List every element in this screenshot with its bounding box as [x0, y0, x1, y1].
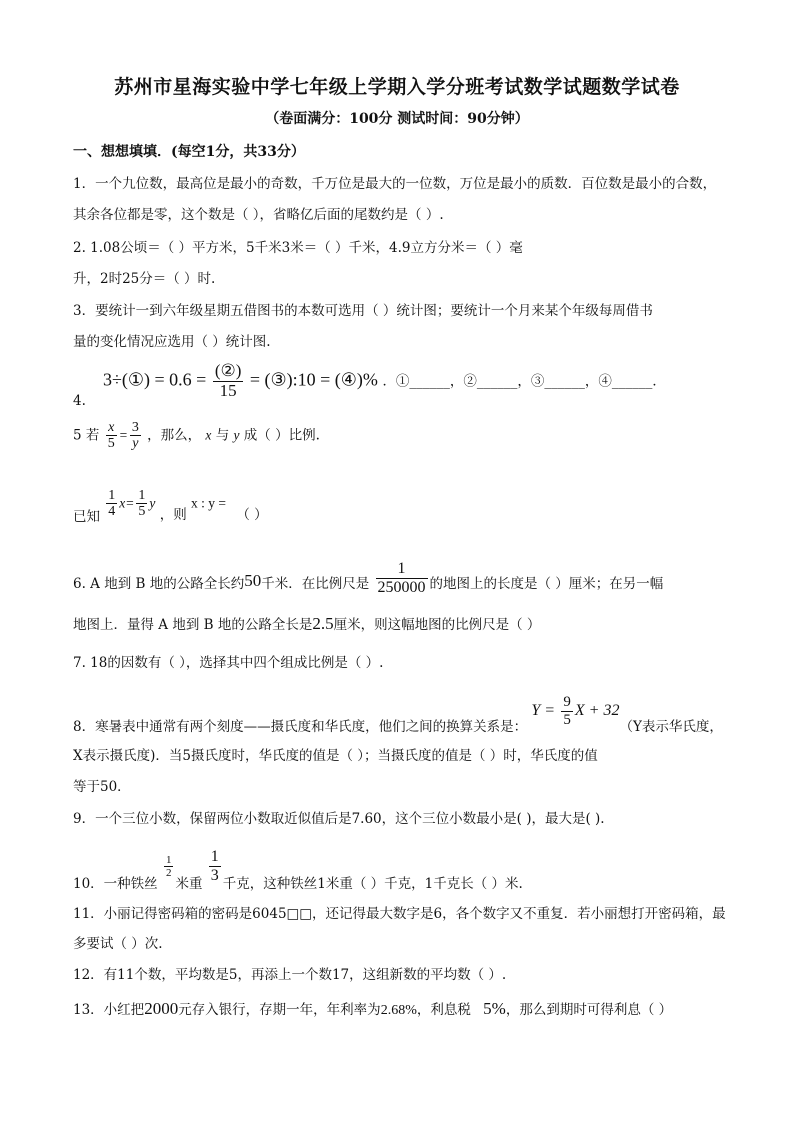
- fraction-denominator: 2: [165, 866, 172, 879]
- question-10-text-c: 千克，这种铁丝1米重（ ）千克，1千克长（ ）米.: [222, 875, 523, 892]
- fraction-denominator: 250000: [377, 578, 426, 596]
- question-5-blank: 成（ ）比例.: [243, 427, 320, 444]
- fraction-numerator: 1: [165, 853, 172, 866]
- fraction-denominator: 5: [107, 436, 115, 452]
- question-5b-text: ，则: [159, 507, 187, 524]
- ratio-expression: x : y =: [191, 495, 227, 511]
- equation-right: = (③):10 = (④)%: [249, 369, 378, 390]
- fraction-x-over-5: [106, 420, 117, 452]
- fraction-denominator: 15: [219, 380, 237, 400]
- fraction-1-over-2: [164, 854, 174, 879]
- variable-x: x: [119, 495, 126, 511]
- question-6-text-a: 6. A 地到 B 地的公路全长约: [73, 575, 245, 592]
- variable-y: y: [149, 495, 156, 511]
- question-5-text: ，那么，: [147, 427, 202, 444]
- scale-fraction: [376, 560, 428, 596]
- question-4-blanks: ．①______，②______，③______，④______．: [382, 373, 666, 390]
- question-1-line-1: 1．一个九位数，最高位是最小的奇数，千万位是最大的一位数，万位是最小的质数．百位数是最小的合数，: [73, 176, 717, 192]
- formula-y: Y =: [531, 701, 556, 719]
- question-2-line-1: 2. 1.08公顷＝（ ）平方米，5千米3米＝（ ）千米，4.9立方分米＝（ ）毫: [73, 240, 523, 256]
- fraction-numerator: 9: [563, 694, 571, 710]
- interest-rate: 2.68%: [380, 1003, 417, 1018]
- fraction-denominator: 3: [210, 866, 219, 884]
- question-2-line-2: 升，2时25分＝（ ）时.: [73, 271, 216, 287]
- question-13-text-b: 元存入银行，存期一年，年利率为: [178, 1002, 381, 1018]
- question-11-line-1: 11．小丽记得密码箱的密码是6045□□，还记得最大数字是6，各个数字又不重复．若小丽想打开密码箱，最: [73, 906, 726, 922]
- question-10: [73, 842, 523, 892]
- question-12: 12．有11个数，平均数是5，再添上一个数17，这组新数的平均数（ ）.: [73, 967, 507, 983]
- fraction-denominator: 5: [138, 504, 146, 520]
- fraction-numerator: 3: [131, 420, 139, 435]
- fraction-1-over-3: [209, 848, 221, 884]
- question-13-text-a: 13．小红把: [73, 1002, 145, 1018]
- question-13: [73, 998, 672, 1019]
- fraction-numerator: 1: [138, 488, 146, 503]
- question-3-line-2: 量的变化情况应选用（ ）统计图.: [73, 334, 271, 350]
- question-8-line-3: 等于50．: [73, 779, 131, 795]
- fraction-1-over-5: [136, 488, 147, 520]
- equation-left: 3÷(①) = 0.6 =: [103, 369, 207, 390]
- fraction-numerator: x: [106, 420, 117, 436]
- question-6-text-c: 的地图上的长度是（ ）厘米；在另一幅: [429, 575, 664, 592]
- fraction-numerator: 1: [210, 848, 219, 865]
- question-1-line-2: 其余各位都是零，这个数是（ ），省略亿后面的尾数约是（ ）.: [73, 207, 444, 223]
- tax-rate: 5%: [483, 999, 506, 1018]
- variable-y: y: [233, 427, 240, 443]
- conjunction: 与: [215, 427, 230, 444]
- question-5b: [73, 488, 268, 526]
- question-5: [73, 420, 320, 452]
- fraction-numerator: 1: [108, 488, 116, 503]
- formula-fraction: [561, 694, 573, 728]
- question-6-line-2: [73, 613, 540, 634]
- fraction-3-over-y: [130, 420, 141, 452]
- question-10-text-b: 米重: [175, 875, 203, 892]
- fraction-numerator: 1: [376, 560, 428, 579]
- page-title: 苏州市星海实验中学七年级上学期入学分班考试数学试题数学试卷: [114, 76, 680, 98]
- question-8-text-b: （Y表示华氏度，: [619, 718, 723, 735]
- fraction-denominator: y: [132, 436, 139, 452]
- fraction-denominator: 4: [108, 504, 116, 520]
- question-6-text-e: 厘米，则这幅地图的比例尺是（ ）: [333, 617, 541, 633]
- fraction-denominator: 5: [563, 711, 571, 728]
- equals-sign: =: [118, 427, 128, 443]
- question-3-line-1: 3．要统计一到六年级星期五借图书的本数可选用（ ）统计图；要统计一个月来某个年级每周借书: [73, 303, 653, 319]
- exam-info: （卷面满分：100分 测试时间：90分钟）: [265, 111, 529, 127]
- question-10-text-a: 10．一种铁丝: [73, 875, 158, 892]
- distance-value: 50: [244, 570, 262, 590]
- question-11-line-2: 多要试（ ）次.: [73, 936, 163, 952]
- equals-sign: =: [125, 495, 135, 511]
- formula-rest: X + 32: [574, 701, 620, 719]
- question-13-text-d: ，那么到期时可得利息（ ）: [505, 1002, 673, 1018]
- variable-x: x: [205, 427, 212, 443]
- deposit-amount: 2000: [144, 999, 179, 1018]
- fraction-1-over-4: [106, 488, 117, 520]
- question-8-line-1: [73, 688, 723, 735]
- question-5-label: 5 若: [73, 427, 100, 444]
- equation-fraction: [213, 362, 244, 400]
- question-6-line-1: [73, 552, 664, 596]
- question-7: 7. 18的因数有（ ），选择其中四个组成比例是（ ）.: [73, 655, 384, 671]
- length-value: 2.5: [312, 614, 334, 633]
- question-5b-blank: （ ）: [236, 507, 268, 524]
- question-4-label: 4.: [73, 393, 86, 409]
- question-6-text-d: 地图上．量得 A 地到 B 地的公路全长是: [73, 617, 313, 633]
- question-9: 9．一个三位小数，保留两位小数取近似值后是7.60，这个三位小数最小是( )，最大是( ).: [73, 811, 605, 827]
- fraction-numerator: (②): [214, 361, 242, 380]
- question-6-text-b: 千米．在比例尺是: [261, 575, 370, 592]
- question-8-line-2: X表示摄氏度)．当5摄氏度时，华氏度的值是（ ）；当摄氏度的值是（ ）时，华氏度的值: [73, 748, 598, 764]
- question-8-text-a: 8．寒暑表中通常有两个刻度——摄氏度和华氏度，他们之间的换算关系是：: [73, 718, 528, 735]
- question-4-equation: [103, 362, 666, 400]
- question-5b-label: 已知: [73, 509, 100, 526]
- section-heading: 一、想想填填．(每空1分，共33分）: [73, 144, 305, 160]
- question-13-text-c: ，利息税: [416, 1002, 471, 1018]
